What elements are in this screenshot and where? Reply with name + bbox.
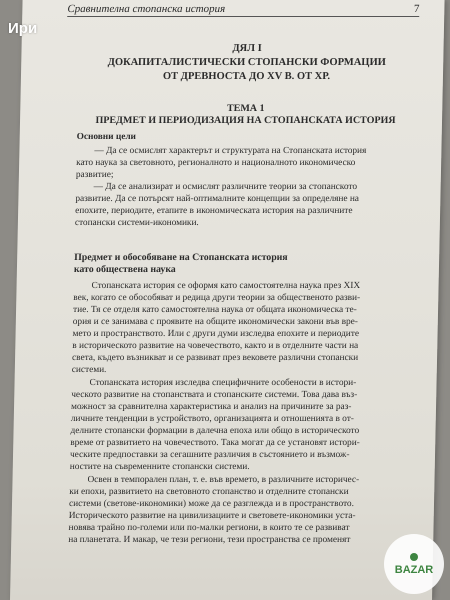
- text-line: делните стопански формации в далечна епоха или общо в историческото: [70, 426, 360, 436]
- text-line: развитие;: [75, 170, 114, 180]
- text-line: ория и се занимава с проявите на общите икономически закони във вре-: [72, 317, 359, 327]
- text-line: можност за сравнителна характеристика и анализ на причините за раз-: [70, 402, 352, 412]
- theme-title: [77, 103, 415, 127]
- text-line: системи (светове-икономики) може да се разглежда и в пространството.: [68, 499, 355, 509]
- subsection-heading-line: Предмет и обособяване на Стопанската история: [74, 252, 288, 263]
- text-line: стопански системи-икономики.: [74, 218, 199, 228]
- running-head-title: Сравнителна стопанска история: [67, 3, 226, 15]
- text-line: тие. Тя се отделя като самостоятелна наука от общата икономическа те-: [72, 305, 357, 315]
- part-title-line: ОТ ДРЕВНОСТА ДО XV В. ОТ ХР.: [162, 71, 331, 82]
- text-line: света, където възникват и се развиват през вековете различни стопански: [71, 353, 359, 363]
- text-line: — Да се осмислят характерът и структурата на Стопанската история: [94, 146, 367, 156]
- goals-list: [75, 145, 417, 229]
- book-page: [10, 0, 445, 600]
- text-line: Освен в темпорален план, т. е. във времето, в различните историчес-: [87, 475, 360, 485]
- text-line: като наука за световното, регионалното и националното икономическо: [76, 158, 356, 168]
- part-title: [78, 42, 416, 84]
- text-line: новява трайно по-големи или по-малки региони, в които те се развиват: [68, 523, 350, 533]
- text-line: Историческото развитие на цивилизациите и световете-икономики уста-: [68, 511, 356, 521]
- text-line: ки епохи, развитието на световното стопанство и отделните стопански: [69, 487, 349, 497]
- theme-title-line: ПРЕДМЕТ И ПЕРИОДИЗАЦИЯ НА СТОПАНСКАТА ИСТОРИЯ: [95, 115, 396, 126]
- text-line: епохите, периодите, етапите в икономическата история на различните: [75, 206, 353, 216]
- watermark-badge: [384, 534, 444, 594]
- text-line: мето и пространството. Или с други думи изследва епохите и периодите: [72, 329, 360, 339]
- text-line: ностите на съвременните стопански системи.: [69, 462, 250, 472]
- listing-logo: Ири: [8, 20, 38, 37]
- subsection-heading-line: като обществена наука: [73, 264, 176, 275]
- paragraph: [72, 280, 414, 376]
- page-number: 7: [413, 3, 420, 15]
- text-line: Стопанската история се оформя като самостоятелна наука през XIX: [91, 281, 361, 291]
- text-line: в историческото развитие на човечеството, както и в отделните части на: [72, 341, 359, 351]
- text-line: Стопанската история изследва специфичните особености в истори-: [89, 378, 357, 388]
- goals-heading: Основни цели: [76, 132, 137, 142]
- paragraph: [70, 377, 412, 473]
- text-line: ческите предпоставки за сегашните различия в състоянието и възмож-: [69, 450, 350, 460]
- text-line: време от развитието на човечеството. Така могат да се установят истори-: [70, 438, 360, 448]
- watermark-text: BAZAR: [394, 563, 434, 576]
- watermark-dot-icon: [410, 553, 418, 561]
- text-line: системи.: [71, 365, 107, 375]
- theme-title-line: ТЕМА 1: [226, 103, 265, 114]
- text-line: — Да се анализират и осмислят различните теории за стопанското: [93, 182, 358, 192]
- part-title-line: ДОКАПИТАЛИСТИЧЕСКИ СТОПАНСКИ ФОРМАЦИИ: [107, 57, 386, 68]
- paragraph: [68, 474, 410, 546]
- running-head: [67, 2, 419, 17]
- part-title-line: ДЯЛ I: [232, 43, 262, 54]
- text-line: личните тенденции в устройството, организацията и отношенията в от-: [70, 414, 355, 424]
- text-line: на планетата. И макар, че тези региони, тези пространства се променят: [68, 535, 351, 545]
- text-line: развитие. Да се потърсят най-оптималните концепции за определяне на: [75, 194, 360, 204]
- subsection-heading: [74, 252, 415, 276]
- text-line: ческото развитие на стопанствата и стопанските системи. Това дава въз-: [71, 390, 358, 400]
- text-line: век, когато се обособяват и редица други теории за общественото разви-: [73, 293, 361, 303]
